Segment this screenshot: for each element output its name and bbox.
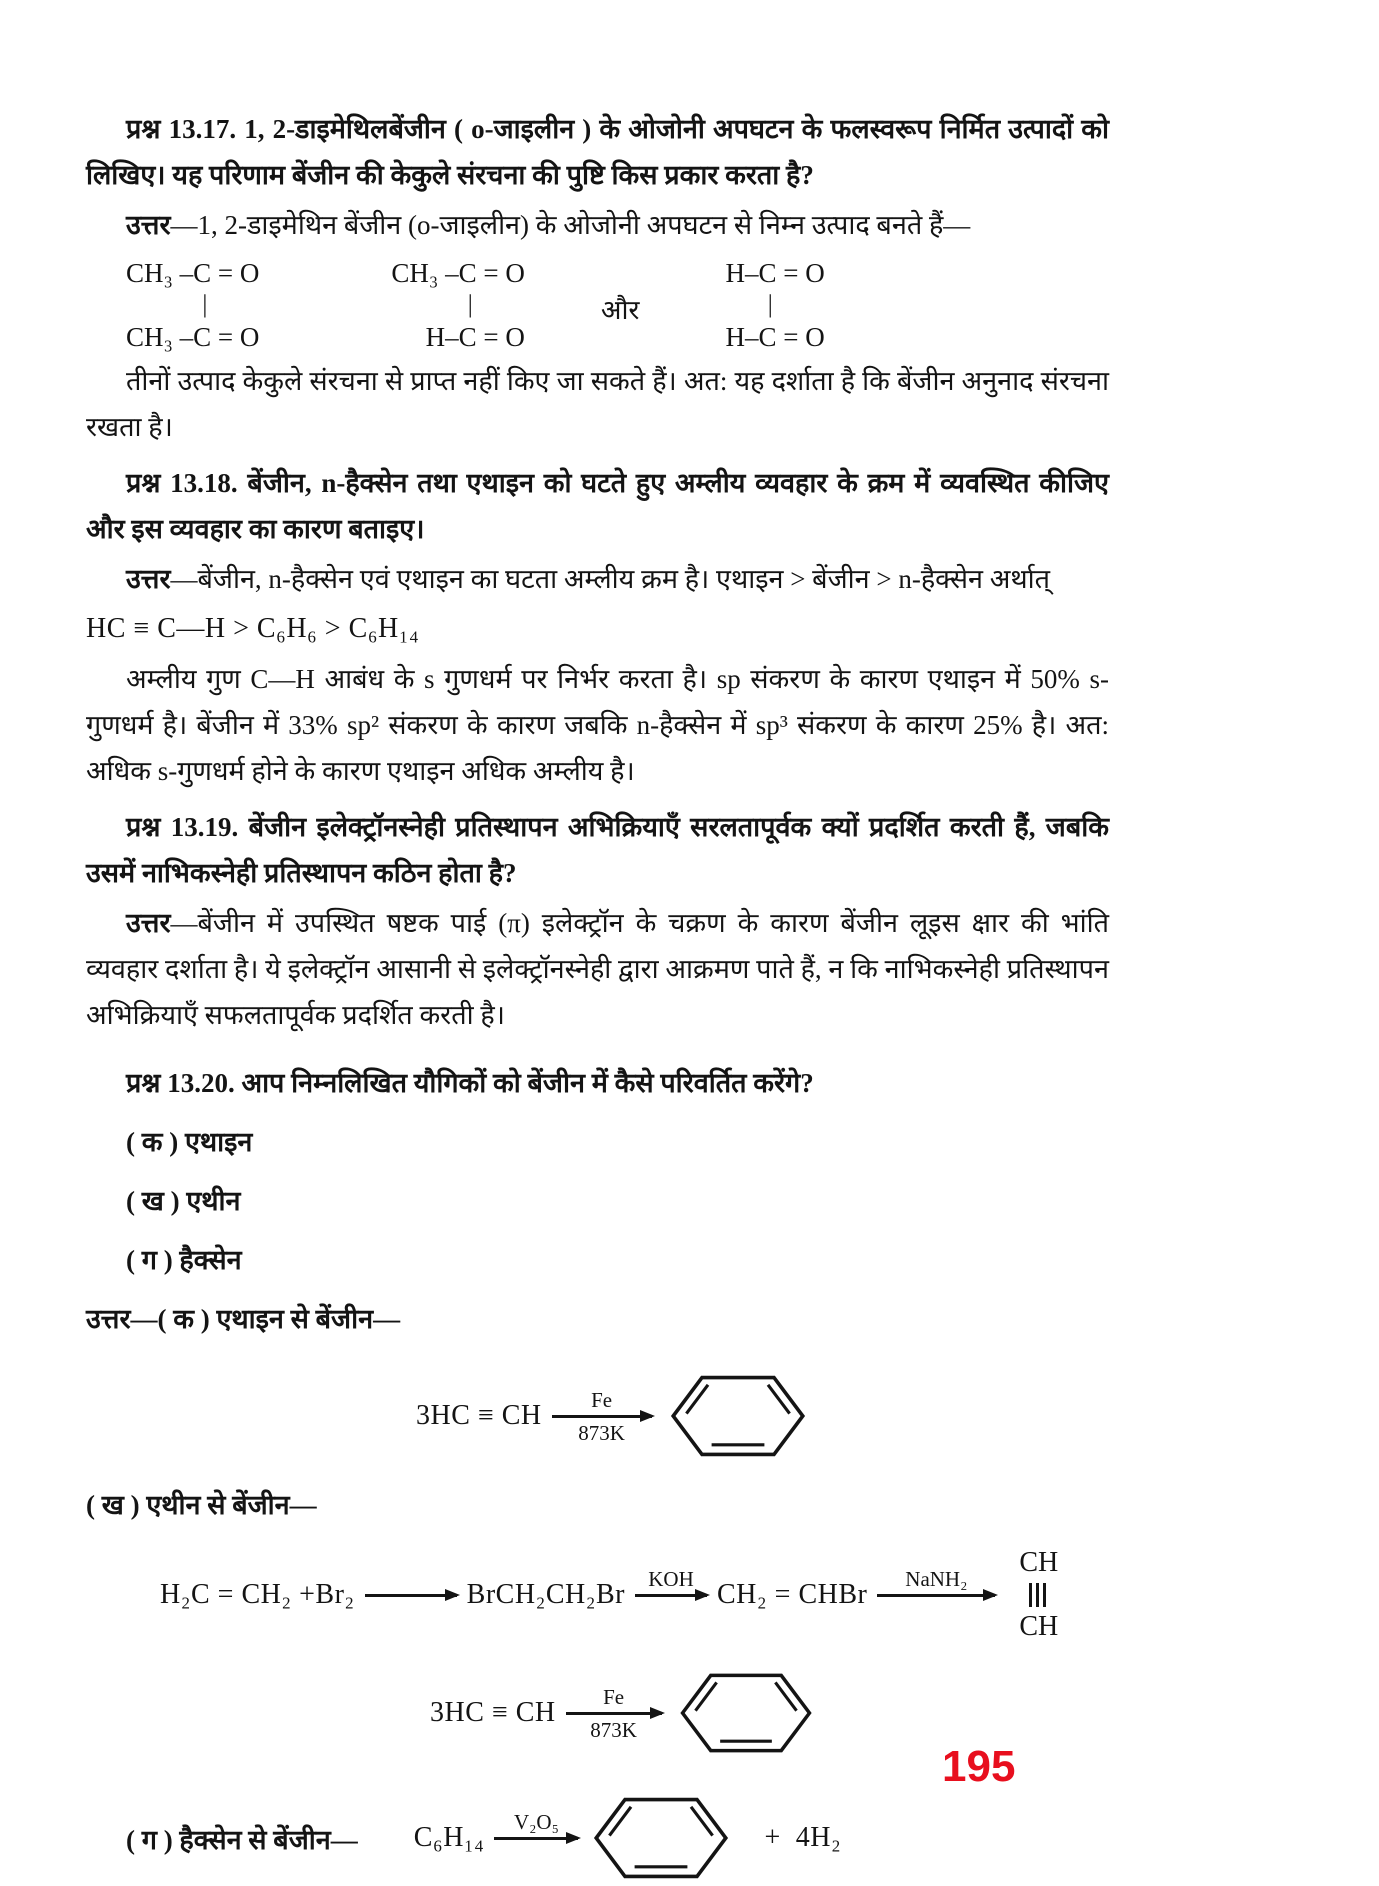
answer-13-17-intro [86,202,1109,248]
answer-13-18-intro [86,556,1109,602]
arrow-shaft [566,1712,662,1715]
plus-sign: + [764,1822,781,1853]
byproduct-formula [764,1822,841,1854]
reactant-formula: 3HC ≡ CH [430,1697,556,1728]
triple-bond [1029,1583,1046,1607]
answer-13-17-conclusion: तीनों उत्पाद केकुले संरचना से प्राप्त नहीं किए जा सकते हैं। अत: यह दर्शाता है कि बेंजीन अनुनाद संरचना रखता है। [86,366,1109,442]
product-structure-methylglyoxal [391,256,524,354]
reaction-hexane-to-benzene [126,1790,1109,1886]
reaction-arrow [552,1388,652,1445]
conjunction-aur: और [600,294,640,325]
answer-label: उत्तर [126,564,171,594]
hydrogen-formula: 4H₂ [795,1822,842,1853]
list-item-kha-ethene: ( ख ) एथीन [126,1186,241,1216]
page-number: 195 [942,1742,1016,1791]
single-bond: | [767,291,773,318]
reaction-arrow [365,1567,457,1624]
intermediate-formula: CH₂ = CHBr [717,1579,868,1610]
reagent-label: KOH [648,1566,694,1591]
answer-text: —बेंजीन, n-हैक्सेन एवं एथाइन का घटता अम्लीय क्रम है। एथाइन > बेंजीन > n-हैक्सेन अर्थात् [170,564,1050,594]
reagent-label: NaNH₂ [905,1566,968,1591]
reaction-arrow [877,1567,995,1624]
arrow-shaft [635,1594,707,1597]
answer-13-20-ga-heading: ( ग ) हैक्सेन से बेंजीन— [126,1824,358,1855]
answer-text: —बेंजीन में उपस्थित षष्टक पाई (π) इलेक्ट्रॉन के चक्रण के कारण बेंजीन लूइस क्षार की भांति व्यवहार दर्शाता है। ये इलेक्ट्रॉन आसानी से इलेक्ट्रॉनस्नेही द्वारा आक्रमण पाते हैं, न कि नाभिकस्नेही प्रतिस्थापन अभिक्रियाएँ सफलतापूर्वक प्रदर्शित करती है। [86,908,1109,1030]
catalyst-label: Fe [591,1387,613,1412]
reaction-ethene-to-ethyne [160,1548,1109,1642]
question-13-18: प्रश्न 13.18. बेंजीन, n-हैक्सेन तथा एथाइन को घटते हुए अम्लीय व्यवहार के क्रम में व्यवस्थित कीजिए और इस व्यवहार का कारण बताइए। [86,468,1109,544]
acidity-order-formula: HC ≡ C—H > C₆H₆ > C₆H₁₄ [86,613,420,644]
answer-13-19 [86,900,1109,1038]
catalyst-label: Fe [603,1684,625,1709]
reaction-arrow [566,1685,662,1742]
benzene-ring-diagram [588,1790,734,1886]
catalyst-label: V₂O₅ [513,1809,559,1834]
answer-13-18-explanation: अम्लीय गुण C—H आबंध के s गुणधर्म पर निर्भर करता है। sp संकरण के कारण एथाइन में 50% s-गुणधर्म है। बेंजीन में 33% sp² संकरण के कारण जबकि n-हैक्सेन में sp³ संकरण के कारण 25% है। अत: अधिक s-गुणधर्म होने के कारण एथाइन अधिक अम्लीय है। [86,664,1109,786]
ozonolysis-products-diagram [126,256,1109,354]
answer-13-20-kha-heading: ( ख ) एथीन से बेंजीन— [86,1490,317,1520]
reaction-arrow [494,1810,578,1867]
formula-line-top: CH [1019,1547,1059,1578]
intermediate-formula: BrCH₂CH₂Br [466,1579,625,1610]
single-bond: | [467,291,473,318]
reactant-formula: 3HC ≡ CH [416,1400,542,1431]
benzene-ring-diagram [662,1368,814,1464]
single-bond: | [202,291,208,318]
temperature-label: 873K [590,1717,637,1742]
arrow-shaft [877,1594,995,1597]
product-structure-butane-2-3-dione [126,256,259,354]
reaction-ethyne-to-benzene [416,1368,1109,1464]
formula-line-top: CH₃ –C = O [391,258,525,288]
temperature-label: 873K [578,1420,625,1445]
benzene-ring-diagram [672,1666,820,1760]
reactant-formula: H₂C = CH₂ +Br₂ [160,1579,355,1610]
question-13-20: प्रश्न 13.20. आप निम्नलिखित यौगिकों को बेंजीन में कैसे परिवर्तित करेंगे? [126,1068,814,1098]
answer-text: —1, 2-डाइमेथिन बेंजीन (o-जाइलीन) के ओजोनी अपघटन से निम्न उत्पाद बनते हैं— [170,210,971,240]
reaction-arrow [635,1567,707,1624]
formula-line-bottom: H–C = O [725,322,825,352]
question-13-19: प्रश्न 13.19. बेंजीन इलेक्ट्रॉनस्नेही प्रतिस्थापन अभिक्रियाएँ सरलतापूर्वक क्यों प्रदर्शित करती हैं, जबकि उसमें नाभिकस्नेही प्रतिस्थापन कठिन होता है? [86,812,1109,888]
reactant-formula: C₆H₁₄ [413,1822,485,1853]
list-item-ga-hexane: ( ग ) हैक्सेन [126,1245,242,1275]
answer-13-20-ka-heading: उत्तर—( क ) एथाइन से बेंजीन— [86,1304,401,1334]
list-item-ka-ethyne: ( क ) एथाइन [126,1127,253,1157]
formula-line-top: CH₃ –C = O [126,258,260,288]
answer-label: उत्तर [126,210,171,240]
formula-line-bottom: H–C = O [425,322,525,352]
arrow-shaft [552,1415,652,1418]
question-13-17: प्रश्न 13.17. 1, 2-डाइमेथिलबेंजीन ( o-जाइलीन ) के ओजोनी अपघटन के फलस्वरूप निर्मित उत्पादों को लिखिए। यह परिणाम बेंजीन की केकुले संरचना की पुष्टि किस प्रकार करता है? [86,114,1109,190]
arrow-shaft [494,1837,578,1840]
formula-line-top: H–C = O [725,258,825,288]
formula-line-bottom: CH₃ –C = O [126,322,260,352]
product-structure-glyoxal [725,256,824,354]
answer-label: उत्तर [126,908,171,938]
arrow-shaft [365,1594,457,1597]
ethyne-structure [1019,1548,1058,1642]
formula-line-bottom: CH [1019,1611,1059,1642]
